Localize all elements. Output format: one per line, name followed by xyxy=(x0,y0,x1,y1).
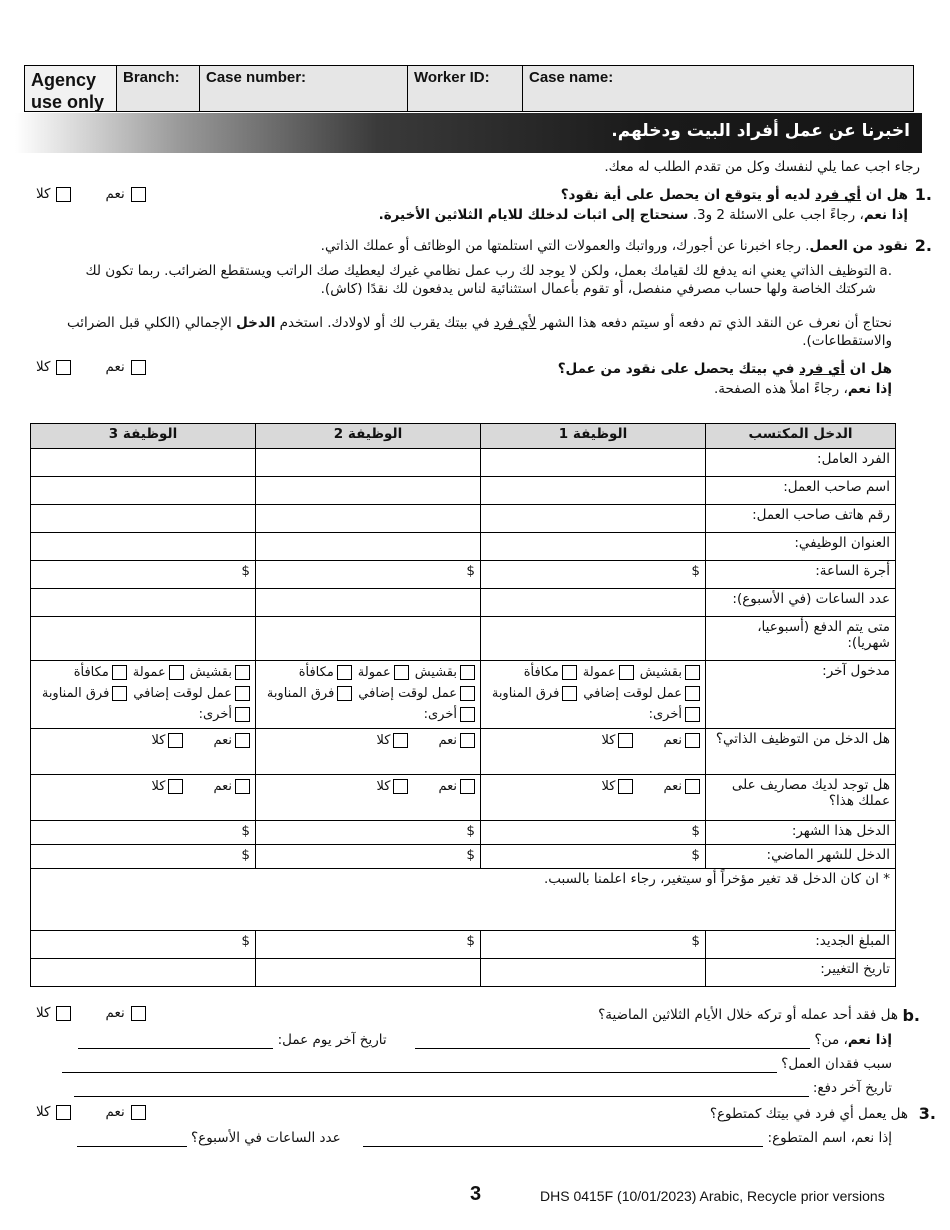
job2-shift-diff-checkbox[interactable] xyxy=(337,686,352,701)
job3-overtime-checkbox[interactable] xyxy=(235,686,250,701)
job2-phone-input[interactable] xyxy=(256,505,481,533)
table-row xyxy=(31,845,896,869)
job3-other-checkbox[interactable] xyxy=(235,707,250,722)
table-row xyxy=(31,821,896,845)
row-label-change-date: تاريخ التغيير: xyxy=(706,959,896,987)
job1-commission-checkbox[interactable] xyxy=(619,665,634,680)
job2-expenses-yes-checkbox[interactable] xyxy=(460,779,475,794)
row-label-this-month: الدخل هذا الشهر: xyxy=(706,821,896,845)
job3-last-month-input[interactable]: $ xyxy=(31,845,256,869)
table-row xyxy=(31,561,896,589)
job3-commission-checkbox[interactable] xyxy=(169,665,184,680)
job2-tips-checkbox[interactable] xyxy=(460,665,475,680)
job3-self-emp: نعم كلا xyxy=(31,729,256,775)
job3-employer-input[interactable] xyxy=(31,477,256,505)
job1-self-emp-yes-checkbox[interactable] xyxy=(685,733,700,748)
row-label-expenses: هل توجد لديك مصاريف على عملك هذا؟ xyxy=(706,775,896,821)
job2-employer-input[interactable] xyxy=(256,477,481,505)
table-row xyxy=(31,661,896,729)
intro-text: رجاء اجب عما يلي لنفسك وكل من تقدم الطلب له معك. xyxy=(604,159,920,175)
row-label-title: العنوان الوظيفي: xyxy=(706,533,896,561)
q2-yes-no: نعم كلا xyxy=(36,359,146,375)
agency-use-only-label: Agency use only xyxy=(25,66,117,111)
job2-last-month-input[interactable]: $ xyxy=(256,845,481,869)
job1-other-income: بقشيش عمولة مكافأة عمل لوقت إضافي فرق المناوبة أخرى: xyxy=(481,661,706,729)
job2-bonus-checkbox[interactable] xyxy=(337,665,352,680)
qb-no-checkbox[interactable] xyxy=(56,1006,71,1021)
job2-expenses: نعم كلا xyxy=(256,775,481,821)
job1-new-amount-input[interactable]: $ xyxy=(481,931,706,959)
q3-number: 3. xyxy=(918,1104,936,1123)
job1-employer-input[interactable] xyxy=(481,477,706,505)
table-row xyxy=(31,505,896,533)
earned-income-table xyxy=(30,423,896,987)
row-label-self-employment: هل الدخل من التوظيف الذاتي؟ xyxy=(706,729,896,775)
row-label-other-income: مدخول آخر: xyxy=(706,661,896,729)
case-number-field: Case number: xyxy=(200,66,408,111)
job1-when-paid-input[interactable] xyxy=(481,617,706,661)
job3-self-emp-no-checkbox[interactable] xyxy=(168,733,183,748)
job3-shift-diff-checkbox[interactable] xyxy=(112,686,127,701)
job3-phone-input[interactable] xyxy=(31,505,256,533)
q2-no-checkbox[interactable] xyxy=(56,360,71,375)
job2-self-emp-no-checkbox[interactable] xyxy=(393,733,408,748)
row-label-hours: عدد الساعات (في الأسبوع): xyxy=(706,589,896,617)
worker-id-field: Worker ID: xyxy=(408,66,523,111)
qb-who-input[interactable] xyxy=(415,1048,810,1049)
job3-this-month-input[interactable]: $ xyxy=(31,821,256,845)
job3-worker-input[interactable] xyxy=(31,449,256,477)
table-row xyxy=(31,589,896,617)
q2-question: هل ان أي فرد في بيتك يحصل على نقود من عمل؟ xyxy=(557,361,892,377)
job1-last-month-input[interactable]: $ xyxy=(481,845,706,869)
job2-hours-input[interactable] xyxy=(256,589,481,617)
qb-text: هل فقد أحد عمله أو تركه خلال الأيام الثلاثين الماضية؟ xyxy=(598,1007,898,1023)
job3-when-paid-input[interactable] xyxy=(31,617,256,661)
job1-change-date-input[interactable] xyxy=(481,959,706,987)
header-earned-income: الدخل المكتسب xyxy=(706,424,896,449)
job3-bonus-checkbox[interactable] xyxy=(112,665,127,680)
q3-yes-no: نعم كلا xyxy=(36,1104,146,1120)
job3-other-income: بقشيش عمولة مكافأة عمل لوقت إضافي فرق المناوبة أخرى: xyxy=(31,661,256,729)
row-label-last-month: الدخل للشهر الماضي: xyxy=(706,845,896,869)
q3-hours-input[interactable] xyxy=(77,1146,187,1147)
job2-this-month-input[interactable]: $ xyxy=(256,821,481,845)
q1-yes-checkbox[interactable] xyxy=(131,187,146,202)
job1-worker-input[interactable] xyxy=(481,449,706,477)
job3-expenses-yes-checkbox[interactable] xyxy=(235,779,250,794)
header-job-3: الوظيفة 3 xyxy=(31,424,256,449)
job2-change-date-input[interactable] xyxy=(256,959,481,987)
page-number: 3 xyxy=(470,1183,482,1205)
table-row xyxy=(31,449,896,477)
section-banner xyxy=(15,113,922,153)
table-row xyxy=(31,959,896,987)
branch-field: Branch: xyxy=(117,66,200,111)
q2-yes-checkbox[interactable] xyxy=(131,360,146,375)
job1-expenses-no-checkbox[interactable] xyxy=(618,779,633,794)
section-title: اخبرنا عن عمل أفراد البيت ودخلهم. xyxy=(611,121,910,141)
job1-shift-diff-checkbox[interactable] xyxy=(562,686,577,701)
row-label-worker: الفرد العامل: xyxy=(706,449,896,477)
qb-reason-row: سبب فقدان العمل؟ xyxy=(52,1055,892,1073)
table-row xyxy=(31,931,896,959)
job2-new-amount-input[interactable]: $ xyxy=(256,931,481,959)
job3-expenses: نعم كلا xyxy=(31,775,256,821)
q2-if-yes: إذا نعم، رجاءً املأ هذه الصفحة. xyxy=(714,381,892,397)
qb-last-day-input[interactable] xyxy=(78,1048,273,1049)
job2-worker-input[interactable] xyxy=(256,449,481,477)
job1-tips-checkbox[interactable] xyxy=(685,665,700,680)
q3-text: هل يعمل أي فرد في بيتك كمتطوع؟ xyxy=(709,1106,908,1122)
qb-yes-no: نعم كلا xyxy=(36,1005,146,1021)
job1-bonus-checkbox[interactable] xyxy=(562,665,577,680)
row-label-wage: أجرة الساعة: xyxy=(706,561,896,589)
job3-title-input[interactable] xyxy=(31,533,256,561)
qb-who-row: إذا نعم، من؟ تاريخ آخر يوم عمل: xyxy=(52,1031,892,1049)
q3-no-checkbox[interactable] xyxy=(56,1105,71,1120)
case-name-field: Case name: xyxy=(529,69,614,86)
table-row xyxy=(31,617,896,661)
row-label-when-paid: متى يتم الدفع (أسبوعيا، شهريا): xyxy=(706,617,896,661)
job1-expenses: نعم كلا xyxy=(481,775,706,821)
job2-wage-input[interactable]: $ xyxy=(256,561,481,589)
row-label-phone: رقم هاتف صاحب العمل: xyxy=(706,505,896,533)
q2a-text: التوظيف الذاتي يعني انه يدفع لك لقيامك بعمل، ولكن لا يوجد لك رب عمل نظامي غيرك ليعطيك صك الراتب ويستقطع الضرائب. ربما تكون لك شركتك الخاصة ولها حساب مصرفي منفصل، أو تقوم بأعمال استثنائية لناس يدفعون لك نقدًا (كاش). xyxy=(85,263,876,297)
job3-expenses-no-checkbox[interactable] xyxy=(168,779,183,794)
q2-number: 2. xyxy=(914,236,932,255)
q3-yes-checkbox[interactable] xyxy=(131,1105,146,1120)
q2-need-text: نحتاج أن نعرف عن النقد الذي تم دفعه أو سيتم دفعه هذا الشهر لأي فرد في بيتك يقرب لك أو لاولادك. استخدم الدخل الإجمالي (الكلي قبل الضرائب والاستقطاعات). xyxy=(67,315,892,349)
q1-yes-no: نعم كلا xyxy=(36,186,146,202)
q1-text: هل ان أي فرد لديه أو يتوقع ان يحصل على أية نقود؟ xyxy=(560,187,908,203)
job1-phone-input[interactable] xyxy=(481,505,706,533)
table-row xyxy=(31,775,896,821)
job1-overtime-checkbox[interactable] xyxy=(685,686,700,701)
row-label-employer: اسم صاحب العمل: xyxy=(706,477,896,505)
agency-use-header xyxy=(24,65,914,112)
job3-tips-checkbox[interactable] xyxy=(235,665,250,680)
job2-other-checkbox[interactable] xyxy=(460,707,475,722)
qb-last-pay-input[interactable] xyxy=(74,1096,809,1097)
job3-change-date-input[interactable] xyxy=(31,959,256,987)
job2-self-emp: نعم كلا xyxy=(256,729,481,775)
row-label-new-amount: المبلغ الجديد: xyxy=(706,931,896,959)
job1-title-input[interactable] xyxy=(481,533,706,561)
job2-title-input[interactable] xyxy=(256,533,481,561)
job3-new-amount-input[interactable]: $ xyxy=(31,931,256,959)
job2-commission-checkbox[interactable] xyxy=(394,665,409,680)
job1-wage-input[interactable]: $ xyxy=(481,561,706,589)
table-row xyxy=(31,533,896,561)
table-row xyxy=(31,729,896,775)
job3-wage-input[interactable]: $ xyxy=(31,561,256,589)
table-row xyxy=(31,869,896,931)
form-id: DHS 0415F (10/01/2023) Arabic, Recycle prior versions xyxy=(540,1188,885,1204)
job2-overtime-checkbox[interactable] xyxy=(460,686,475,701)
job1-self-emp: نعم كلا xyxy=(481,729,706,775)
q2a-letter: a. xyxy=(879,263,892,279)
job3-hours-input[interactable] xyxy=(31,589,256,617)
job1-expenses-yes-checkbox[interactable] xyxy=(685,779,700,794)
job2-expenses-no-checkbox[interactable] xyxy=(393,779,408,794)
q1-followup: إذا نعم، رجاءً اجب على الاسئلة 2 و3. سنحتاج إلى اثبات لدخلك للايام الثلاثين الأخيرة. xyxy=(378,207,908,223)
job2-self-emp-yes-checkbox[interactable] xyxy=(460,733,475,748)
job2-when-paid-input[interactable] xyxy=(256,617,481,661)
table-header-row xyxy=(31,424,896,449)
job1-this-month-input[interactable]: $ xyxy=(481,821,706,845)
job1-other-checkbox[interactable] xyxy=(685,707,700,722)
qb-letter: b. xyxy=(902,1006,920,1025)
q1-no-checkbox[interactable] xyxy=(56,187,71,202)
header-job-1: الوظيفة 1 xyxy=(481,424,706,449)
income-change-reason-input[interactable]: * ان كان الدخل قد تغير مؤخراً أو سيتغير، رجاء اعلمنا بالسبب. xyxy=(31,869,896,931)
qb-reason-input[interactable] xyxy=(62,1072,777,1073)
job1-self-emp-no-checkbox[interactable] xyxy=(618,733,633,748)
table-row xyxy=(31,477,896,505)
qb-last-pay-row: تاريخ آخر دفع: xyxy=(52,1079,892,1097)
q3-volunteer-name-input[interactable] xyxy=(363,1146,763,1147)
qb-yes-checkbox[interactable] xyxy=(131,1006,146,1021)
q3-volunteer-row: إذا نعم، اسم المتطوع: عدد الساعات في الأسبوع؟ xyxy=(52,1129,892,1147)
job2-other-income: بقشيش عمولة مكافأة عمل لوقت إضافي فرق المناوبة أخرى: xyxy=(256,661,481,729)
q2-text: نقود من العمل. رجاء اخبرنا عن أجورك، ورواتبك والعمولات التي استلمتها من الوظائف أو عملك الذاتي. xyxy=(320,238,908,254)
q1-number: 1. xyxy=(914,185,932,204)
job3-self-emp-yes-checkbox[interactable] xyxy=(235,733,250,748)
header-job-2: الوظيفة 2 xyxy=(256,424,481,449)
job1-hours-input[interactable] xyxy=(481,589,706,617)
